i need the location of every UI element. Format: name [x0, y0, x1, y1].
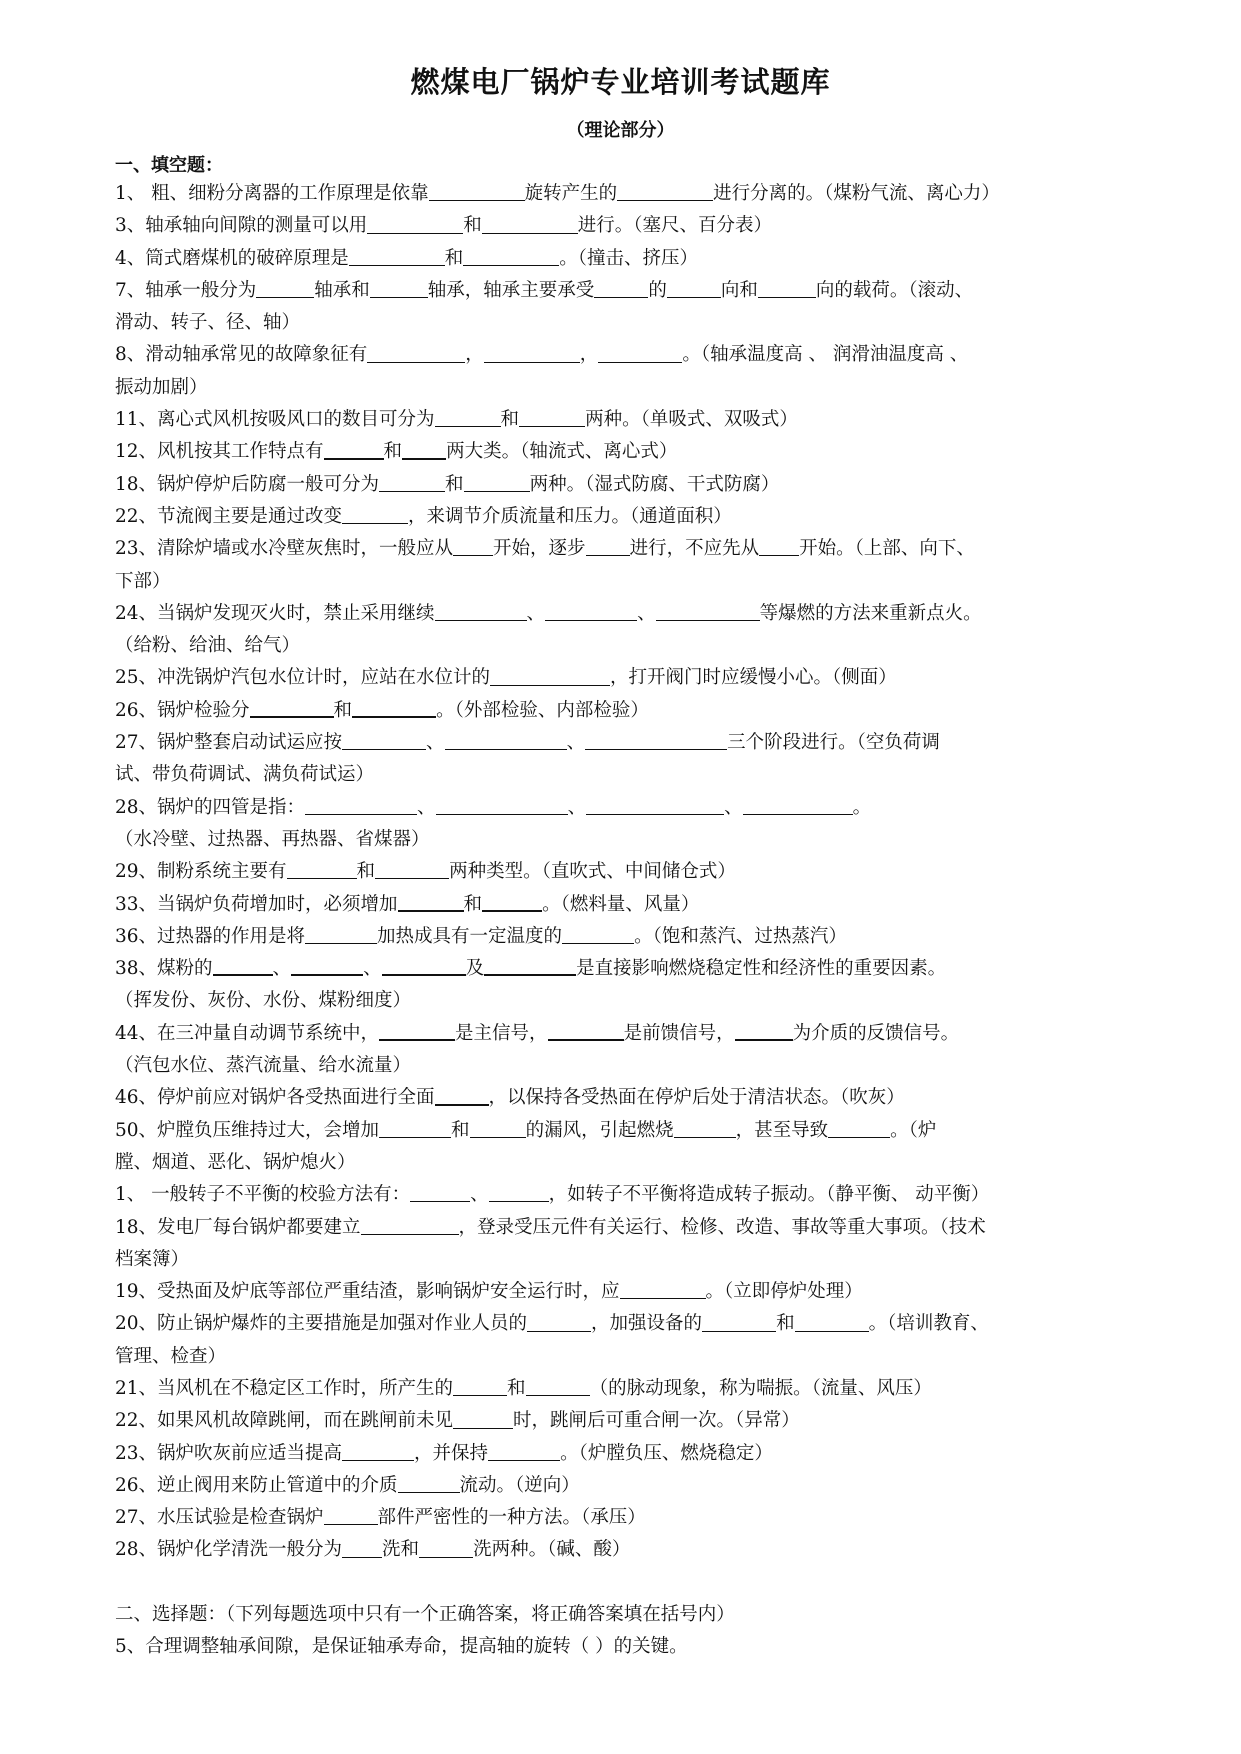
question-line: 33、当锅炉负荷增加时，必须增加 和 。（燃料量、风量） [115, 893, 700, 915]
document-title: 燃煤电厂锅炉专业培训考试题库 [410, 65, 831, 99]
answer-blank [382, 957, 466, 977]
answer-blank [291, 957, 363, 977]
question-line: 管理、检查） [115, 1345, 227, 1367]
answer-blank [620, 1281, 706, 1300]
answer-blank [519, 409, 585, 428]
answer-blank [453, 1410, 513, 1429]
question-list [115, 178, 1145, 1664]
question-line: 46、停炉前应对锅炉各受热面进行全面 ，以保持各受热面在停炉后处于清洁状态。（吹灰） [115, 1087, 905, 1109]
answer-blank [586, 796, 724, 815]
answer-blank [795, 1313, 869, 1332]
answer-blank [617, 183, 713, 202]
answer-blank [398, 1475, 460, 1494]
answer-blank [585, 732, 727, 751]
answer-blank [213, 957, 273, 977]
answer-blank [484, 957, 576, 977]
answer-blank [435, 1086, 489, 1106]
question-line: 22、如果风机故障跳闸，而在跳闸前未见 时，跳闸后可重合闸一次。（异常） [115, 1410, 800, 1432]
question-line: （汽包水位、蒸汽流量、给水流量） [115, 1055, 412, 1077]
answer-blank [436, 796, 568, 815]
answer-blank [410, 1184, 470, 1203]
answer-blank [256, 280, 314, 299]
answer-blank [527, 1313, 591, 1332]
section-heading-fill-in: 一、填空题： [115, 155, 223, 176]
answer-blank [342, 1442, 414, 1461]
answer-blank [548, 1021, 624, 1041]
question-line: 26、逆止阀用来防止管道中的介质 流动。（逆向） [115, 1474, 580, 1496]
answer-blank [352, 698, 436, 718]
answer-blank [464, 473, 530, 492]
question-line: 1、 粗、细粉分离器的工作原理是依靠 旋转产生的 进行分离的。（煤粉气流、离心力） [115, 183, 1000, 204]
answer-blank [470, 1119, 526, 1138]
answer-blank [370, 280, 428, 299]
question-line: 29、制粉系统主要有 和 两种类型。（直吹式、中间储仓式） [115, 861, 736, 883]
question-line: 12、风机按其工作特点有 和 两大类。（轴流式、离心式） [115, 441, 678, 463]
question-line: 试、带负荷调试、满负荷试运） [115, 764, 375, 786]
question-line: 19、受热面及炉底等部位严重结渣，影响锅炉安全运行时，应 。（立即停炉处理） [115, 1281, 863, 1303]
question-line: 22、节流阀主要是通过改变 ，来调节介质流量和压力。（通道面积） [115, 505, 732, 527]
question-line: 27、水压试验是检查锅炉 部件严密性的一种方法。（承压） [115, 1507, 646, 1529]
question-line: 20、防止锅炉爆炸的主要措施是加强对作业人员的 ，加强设备的 和 。（培训教育、 [115, 1313, 989, 1335]
answer-blank [598, 344, 682, 363]
answer-blank [453, 1378, 507, 1397]
answer-blank [367, 215, 463, 234]
answer-blank [562, 925, 634, 944]
answer-blank [379, 1119, 451, 1138]
answer-blank [463, 247, 559, 266]
answer-blank [489, 1184, 549, 1203]
question-line: 24、当锅炉发现灭火时，禁止采用继续 、 、 等爆燃的方法来重新点火。 [115, 602, 982, 624]
answer-blank [667, 280, 721, 299]
answer-blank [435, 603, 527, 622]
answer-blank [545, 603, 637, 622]
answer-blank [490, 667, 610, 686]
answer-blank [828, 1119, 890, 1138]
answer-blank [759, 538, 799, 557]
question-line: 下部） [115, 570, 171, 592]
answer-blank [526, 1378, 590, 1397]
question-line: 3、轴承轴向间隙的测量可以用 和 进行。（塞尺、百分表） [115, 215, 773, 237]
answer-blank [429, 183, 525, 202]
question-line: 膛、烟道、恶化、锅炉熄火） [115, 1151, 356, 1173]
question-line: 44、在三冲量自动调节系统中， 是主信号， 是前馈信号， 为介质的反馈信号。 [115, 1022, 960, 1044]
answer-blank [250, 698, 334, 718]
question-line: （给粉、给油、给气） [115, 635, 301, 657]
answer-blank [375, 861, 449, 880]
question-line: 50、炉膛负压维持过大，会增加 和 的漏风，引起燃烧 ，甚至导致 。（炉 [115, 1119, 937, 1141]
answer-blank [402, 440, 446, 460]
answer-blank [342, 732, 426, 751]
answer-blank [674, 1119, 736, 1138]
answer-blank [488, 1442, 560, 1461]
question-line: 振动加剧） [115, 376, 208, 398]
question-line: 7、轴承一般分为 轴承和 轴承，轴承主要承受 的 向和 向的载荷。（滚动、 [115, 279, 974, 301]
question-line: 11、离心式风机按吸风口的数目可分为 和 两种。（单吸式、双吸式） [115, 409, 798, 431]
question-line: 18、发电厂每台锅炉都要建立 ，登录受压元件有关运行、检修、改造、事故等重大事项。（技术 [115, 1216, 986, 1238]
answer-blank [482, 892, 542, 912]
question-line: 38、煤粉的 、 、 及 是直接影响燃烧稳定性和经济性的重要因素。 [115, 958, 947, 980]
question-line: 4、筒式磨煤机的破碎原理是 和 。（撞击、挤压） [115, 247, 699, 269]
question-line: 8、滑动轴承常见的故障象征有 ， ， 。（轴承温度高 、 润滑油温度高 、 [115, 344, 969, 366]
answer-blank [482, 215, 578, 234]
answer-blank [594, 280, 648, 299]
question-line: 23、清除炉墙或水冷壁灰焦时，一般应从 开始，逐步 进行，不应先从 开始。（上部、向下、 [115, 538, 975, 560]
answer-blank [586, 538, 630, 557]
question-line: 28、锅炉化学清洗一般分为 洗和 洗两种。（碱、酸） [115, 1539, 631, 1561]
question-line: 5、合理调整轴承间隙，是保证轴承寿命，提高轴的旋转（ ）的关键。 [115, 1636, 688, 1658]
question-line: 25、冲洗锅炉汽包水位计时，应站在水位计的 ，打开阀门时应缓慢小心。（侧面） [115, 667, 897, 689]
blank-spacer [115, 1567, 1145, 1599]
question-line: 28、锅炉的四管是指： 、 、 、 。 [115, 796, 872, 818]
question-line: 36、过热器的作用是将 加热成具有一定温度的 。（饱和蒸汽、过热蒸汽） [115, 925, 847, 947]
question-line: 1、 一般转子不平衡的校验方法有： 、 ，如转子不平衡将造成转子振动。（静平衡、 动平衡） [115, 1184, 990, 1206]
question-line: 18、锅炉停炉后防腐一般可分为 和 两种。（湿式防腐、干式防腐） [115, 473, 780, 495]
question-line: 21、当风机在不稳定区工作时，所产生的 和 （的脉动现象，称为喘振。（流量、风压） [115, 1377, 932, 1399]
answer-blank [342, 506, 408, 525]
answer-blank [379, 473, 445, 492]
answer-blank [305, 796, 417, 815]
section-heading-multiple-choice: 二、选择题：（下列每题选项中只有一个正确答案，将正确答案填在括号内） [115, 1604, 735, 1626]
answer-blank [743, 796, 853, 815]
answer-blank [453, 538, 493, 557]
answer-blank [287, 861, 357, 880]
question-line: （水冷壁、过热器、再热器、省煤器） [115, 828, 430, 850]
answer-blank [735, 1021, 793, 1041]
question-line: （挥发份、灰份、水份、煤粉细度） [115, 990, 412, 1012]
answer-blank [445, 732, 567, 751]
answer-blank [324, 440, 384, 460]
answer-blank [398, 892, 464, 912]
answer-blank [656, 603, 760, 622]
answer-blank [367, 344, 465, 363]
document-subtitle: （理论部分） [566, 120, 675, 141]
answer-blank [349, 247, 445, 266]
question-line: 26、锅炉检验分 和 。（外部检验、内部检验） [115, 699, 649, 721]
answer-blank [435, 409, 501, 428]
answer-blank [305, 925, 377, 944]
answer-blank [324, 1507, 378, 1526]
answer-blank [484, 344, 580, 363]
answer-blank [361, 1216, 459, 1235]
answer-blank [419, 1539, 473, 1558]
question-line: 滑动、转子、径、轴） [115, 312, 301, 334]
answer-blank [379, 1021, 455, 1041]
question-line: 档案簿） [115, 1248, 190, 1270]
question-line: 23、锅炉吹灰前应适当提高 ，并保持 。（炉膛负压、燃烧稳定） [115, 1442, 773, 1464]
answer-blank [342, 1539, 382, 1558]
answer-blank [758, 280, 816, 299]
question-line: 27、锅炉整套启动试运应按 、 、 三个阶段进行。（空负荷调 [115, 732, 940, 754]
answer-blank [702, 1313, 776, 1332]
